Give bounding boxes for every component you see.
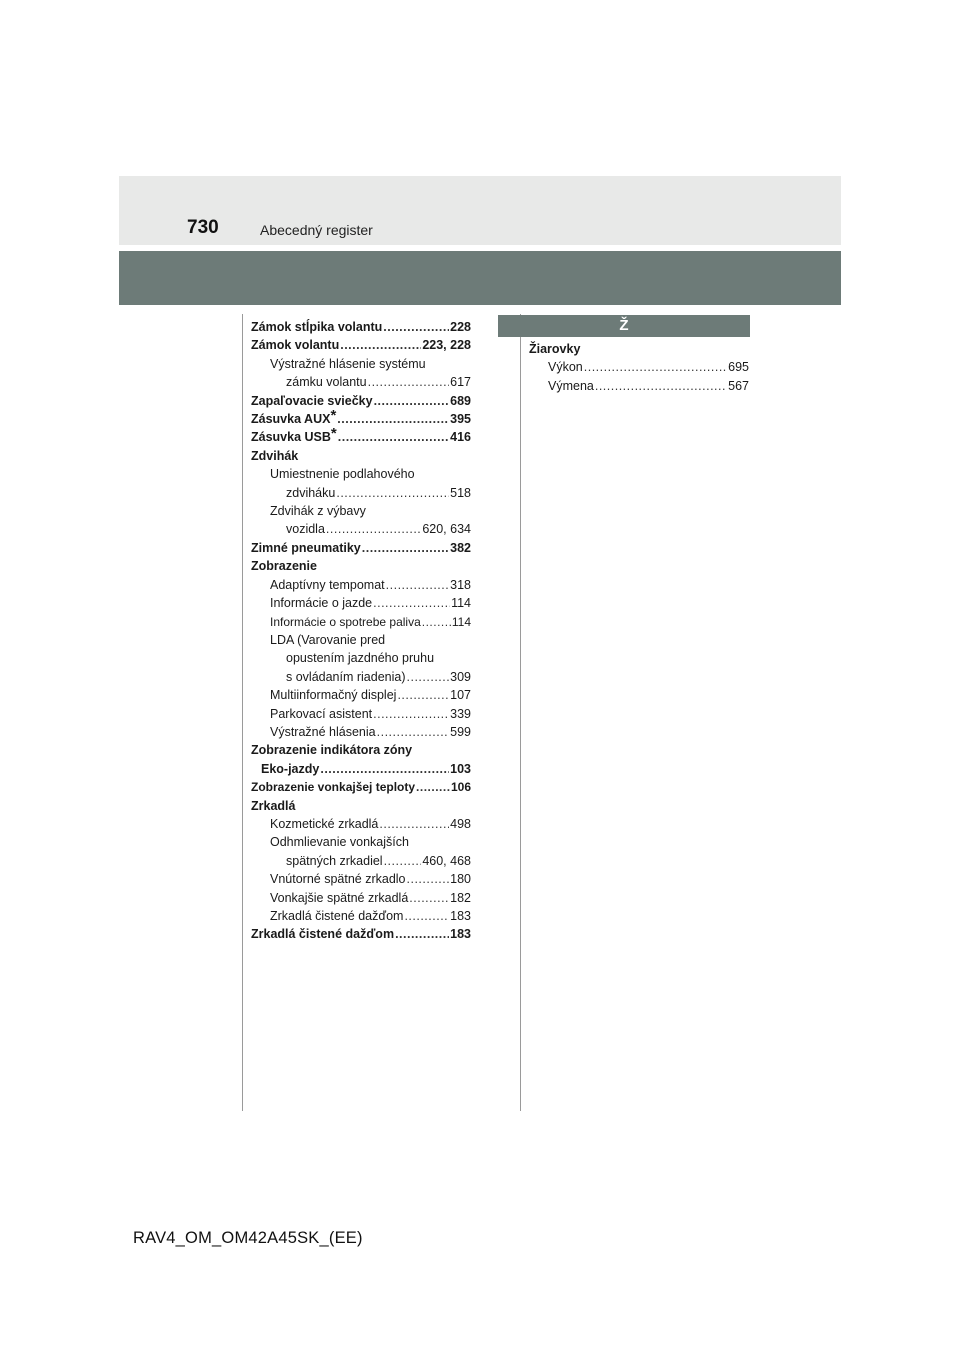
header-dark-band: [119, 251, 841, 305]
index-entry: Zásuvka USB* ..... 416: [251, 428, 471, 446]
document-code: RAV4_OM_OM42A45SK_(EE): [133, 1229, 363, 1247]
index-subentry: Kozmetické zrkadlá ..... 498: [251, 815, 471, 833]
index-heading: Zrkadlá: [251, 798, 296, 813]
column-divider-right: [520, 314, 521, 1111]
footnote-mark: *: [330, 406, 337, 424]
index-entry: Zrkadlá čistené dažďom ..... 183: [251, 925, 471, 943]
index-subentry: Multiinformačný displej ..... 107: [251, 686, 471, 704]
index-entry: Zapaľovacie sviečky ..... 689: [251, 392, 471, 410]
index-subentry: Adaptívny tempomat ..... 318: [251, 576, 471, 594]
index-entry: Zobrazenie vonkajšej teploty ..... 106: [251, 778, 471, 796]
index-subentry-line: Umiestnenie podlahového: [270, 467, 415, 482]
index-entry: Zásuvka AUX* ..... 395: [251, 410, 471, 428]
index-subentry: Parkovací asistent ..... 339: [251, 705, 471, 723]
index-subentry: zámku volantu ..... 617: [251, 373, 471, 391]
header-band: [119, 176, 841, 245]
index-subentry-line: Odhmlievanie vonkajších: [270, 835, 409, 850]
index-subentry: Výmena ..... 567: [529, 377, 749, 395]
index-subentry-line: LDA (Varovanie pred: [270, 632, 386, 647]
index-subentry: vozidla ..... 620, 634: [251, 520, 471, 538]
index-entry: Zámok volantu ..... 223, 228: [251, 336, 471, 354]
index-heading: Zdvihák: [251, 448, 299, 463]
index-subentry: zdviháku ..... 518: [251, 484, 471, 502]
index-subentry: Vonkajšie spätné zrkadlá ..... 182: [251, 889, 471, 907]
index-entry: Zimné pneumatiky ..... 382: [251, 539, 471, 557]
index-subentry: spätných zrkadiel ..... 460, 468: [251, 852, 471, 870]
index-subentry: Výkon ..... 695: [529, 358, 749, 376]
footnote-mark: *: [330, 425, 337, 443]
index-subentry: Vnútorné spätné zrkadlo ..... 180: [251, 870, 471, 888]
index-entry-line: Zobrazenie indikátora zóny: [251, 743, 413, 758]
letter-heading: Ž: [498, 315, 750, 337]
index-subentry: Výstražné hlásenia ..... 599: [251, 723, 471, 741]
index-subentry: Informácie o jazde ..... 114: [251, 594, 471, 612]
index-subentry-line: opustením jazdného pruhu: [286, 651, 435, 666]
index-subentry-line: Výstražné hlásenie systému: [270, 356, 426, 371]
index-entry: Eko-jazdy ..... 103: [251, 760, 471, 778]
column-divider-left: [242, 314, 243, 1111]
index-heading: Žiarovky: [529, 342, 581, 356]
index-subentry: Informácie o spotrebe paliva ..... 114: [251, 613, 471, 631]
index-heading: Zobrazenie: [251, 559, 317, 574]
index-entry: Zámok stĺpika volantu ..... 228: [251, 318, 471, 336]
index-subentry-line: Zdvihák z výbavy: [270, 504, 366, 519]
index-column-left: [251, 318, 471, 944]
section-title: Abecedný register: [260, 222, 373, 238]
page-number: 730: [187, 217, 219, 238]
index-subentry: s ovládaním riadenia) ..... 309: [251, 668, 471, 686]
index-column-right: [529, 340, 749, 395]
index-subentry: Zrkadlá čistené dažďom ..... 183: [251, 907, 471, 925]
